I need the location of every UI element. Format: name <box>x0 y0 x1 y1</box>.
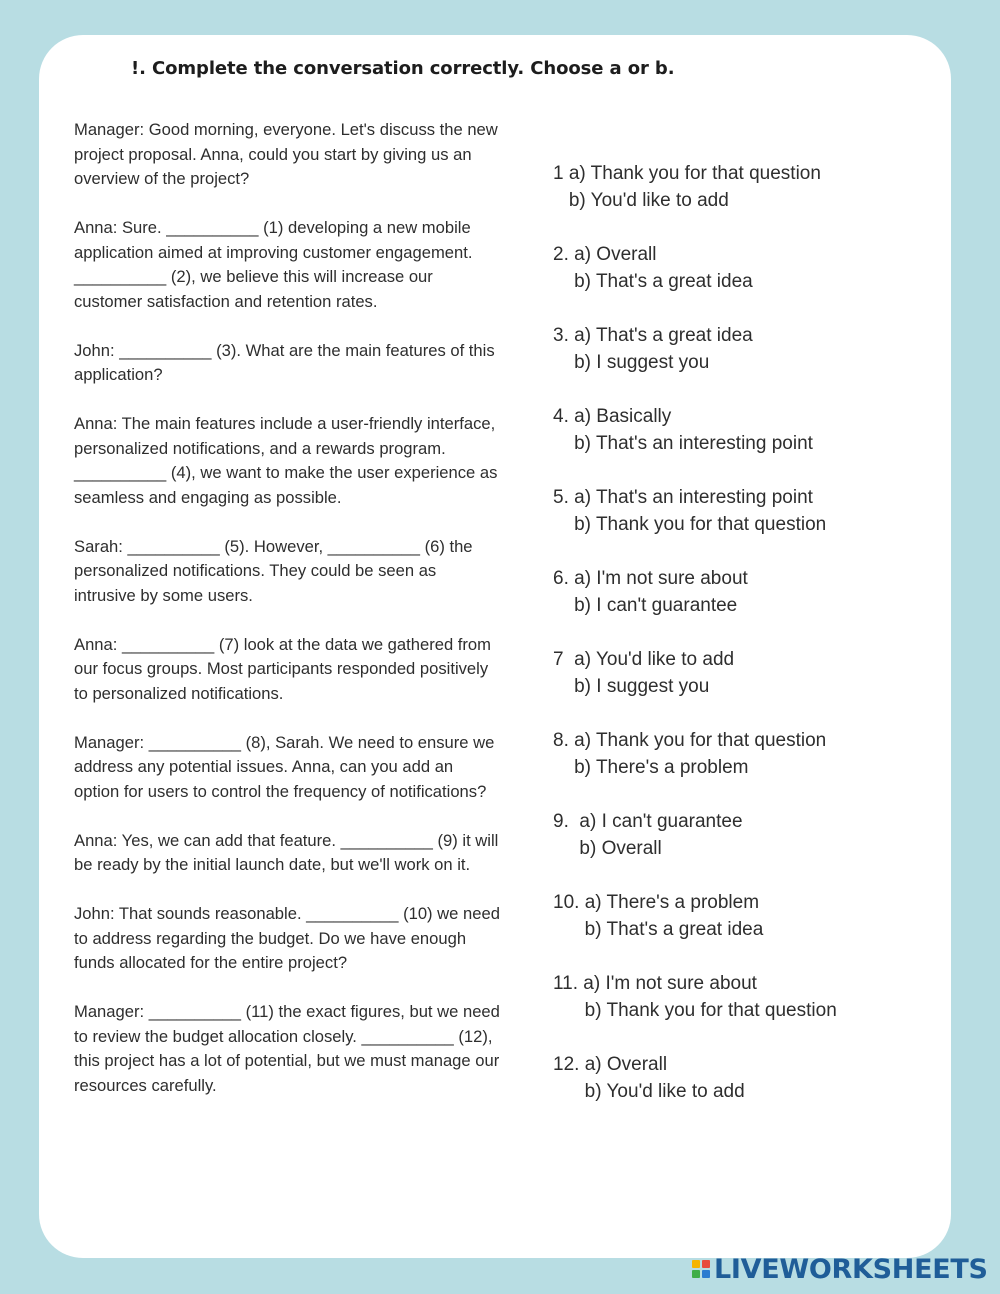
dialogue-john-budget: John: That sounds reasonable. __________ (10) we need to address regarding the budget. Do we have enough funds allocated for the entire project? <box>74 904 500 972</box>
option-5b[interactable]: b) Thank you for that question <box>553 514 827 535</box>
option-12b[interactable]: b) You'd like to add <box>553 1081 745 1102</box>
option-3a[interactable]: 3. a) That's a great idea <box>553 325 753 346</box>
dialogue-anna-feature: Anna: Yes, we can add that feature. __________ (9) it will be ready by the initial launch date, but we'll work on it. <box>74 830 499 874</box>
option-group-11 <box>553 970 933 1051</box>
option-1b[interactable]: b) You'd like to add <box>553 190 729 211</box>
liveworksheets-logo <box>692 1254 988 1284</box>
option-12a[interactable]: 12. a) Overall <box>553 1054 668 1075</box>
option-4a[interactable]: 4. a) Basically <box>553 406 672 427</box>
option-3b[interactable]: b) I suggest you <box>553 352 710 373</box>
logo-square-2 <box>702 1260 710 1268</box>
conversation-text <box>74 118 502 1123</box>
dialogue-anna-overview: Anna: Sure. __________ (1) developing a new mobile application aimed at improving customer engagement. __________ (2), we believe this will increase our customer satisfaction and retention rates. <box>74 218 473 311</box>
option-1a[interactable]: 1 a) Thank you for that question <box>553 163 821 184</box>
option-6b[interactable]: b) I can't guarantee <box>553 595 738 616</box>
option-group-3 <box>553 322 933 403</box>
option-2a[interactable]: 2. a) Overall <box>553 244 657 265</box>
option-11b[interactable]: b) Thank you for that question <box>553 1000 837 1021</box>
option-7b[interactable]: b) I suggest you <box>553 676 710 697</box>
answer-options <box>553 160 933 1132</box>
option-group-10 <box>553 889 933 970</box>
option-11a[interactable]: 11. a) I'm not sure about <box>553 973 757 994</box>
dialogue-john-features: John: __________ (3). What are the main features of this application? <box>74 340 495 384</box>
option-8a[interactable]: 8. a) Thank you for that question <box>553 730 827 751</box>
option-group-7 <box>553 646 933 727</box>
option-group-6 <box>553 565 933 646</box>
logo-square-3 <box>692 1270 700 1278</box>
logo-square-1 <box>692 1260 700 1268</box>
option-group-1 <box>553 160 933 241</box>
option-group-8 <box>553 727 933 808</box>
logo-mark-icon <box>692 1260 710 1278</box>
option-10b[interactable]: b) That's a great idea <box>553 919 764 940</box>
option-6a[interactable]: 6. a) I'm not sure about <box>553 568 748 589</box>
option-7a[interactable]: 7 a) You'd like to add <box>553 649 735 670</box>
option-9b[interactable]: b) Overall <box>553 838 662 859</box>
dialogue-manager-closing: Manager: __________ (11) the exact figures, but we need to review the budget allocation closely. __________ (12), this project has a lot of potential, but we must manage our resources carefully. <box>74 1002 500 1095</box>
dialogue-anna-features: Anna: The main features include a user-friendly interface, personalized notifications, and a rewards program. __________ (4), we want to make the user experience as seamless and engaging as possible. <box>74 414 498 507</box>
dialogue-manager-intro: Manager: Good morning, everyone. Let's discuss the new project proposal. Anna, could you start by giving us an overview of the project? <box>74 120 498 188</box>
logo-text: LIVEWORKSHEETS <box>714 1253 988 1285</box>
logo-square-4 <box>702 1270 710 1278</box>
dialogue-manager-issues: Manager: __________ (8), Sarah. We need to ensure we address any potential issues. Anna, can you add an option for users to control the frequency of notifications? <box>74 732 495 801</box>
option-group-5 <box>553 484 933 565</box>
option-10a[interactable]: 10. a) There's a problem <box>553 892 760 913</box>
option-4b[interactable]: b) That's an interesting point <box>553 433 813 454</box>
dialogue-sarah-concern: Sarah: __________ (5). However, __________ (6) the personalized notifications. They could be seen as intrusive by some users. <box>74 536 473 605</box>
option-5a[interactable]: 5. a) That's an interesting point <box>553 487 813 508</box>
option-group-12 <box>553 1051 933 1132</box>
option-9a[interactable]: 9. a) I can't guarantee <box>553 811 743 832</box>
option-group-2 <box>553 241 933 322</box>
instruction-title: !. Complete the conversation correctly. Choose a or b. <box>131 58 675 79</box>
option-8b[interactable]: b) There's a problem <box>553 757 749 778</box>
option-2b[interactable]: b) That's a great idea <box>553 271 753 292</box>
option-group-4 <box>553 403 933 484</box>
dialogue-anna-data: Anna: __________ (7) look at the data we gathered from our focus groups. Most participants responded positively to personalized notifications. <box>74 634 491 703</box>
option-group-9 <box>553 808 933 889</box>
